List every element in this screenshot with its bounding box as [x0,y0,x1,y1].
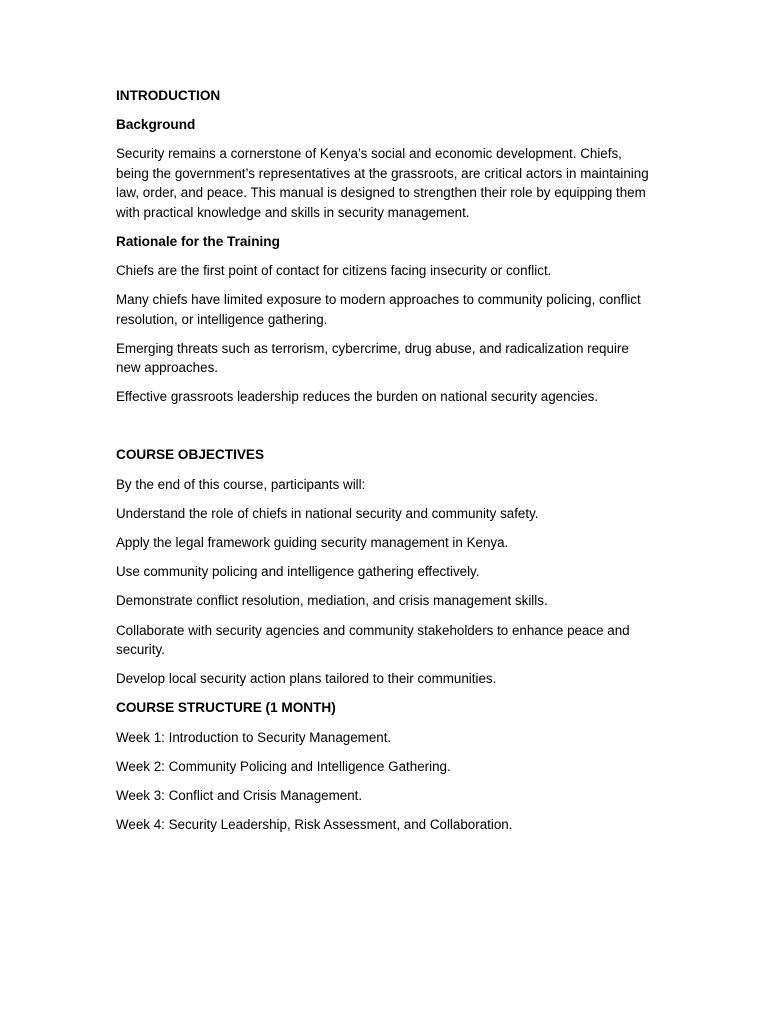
rationale-point: Emerging threats such as terrorism, cybercrime, drug abuse, and radicalization require new approaches. [116,340,629,376]
introduction-heading: INTRODUCTION [116,88,221,103]
objective-item: Develop local security action plans tailored to their communities. [116,671,497,687]
rationale-point: Effective grassroots leadership reduces the burden on national security agencies. [116,389,599,405]
document-page [116,86,656,835]
week-item: Week 2: Community Policing and Intelligence Gathering. [116,758,451,774]
objective-item: Understand the role of chiefs in national security and community safety. [116,505,539,521]
structure-heading: COURSE STRUCTURE (1 MONTH) [116,700,336,716]
week-item: Week 1: Introduction to Security Management. [116,729,392,745]
objective-item: Demonstrate conflict resolution, mediation, and crisis management skills. [116,593,548,609]
rationale-heading: Rationale for the Training [116,233,280,249]
background-heading: Background [116,117,196,133]
objectives-intro: By the end of this course, participants will: [116,476,366,492]
week-item: Week 3: Conflict and Crisis Management. [116,788,363,804]
background-paragraph: Security remains a cornerstone of Kenya’s social and economic development. Chiefs, being the government’s representatives at the grassroots, are critical actors in maintaining law, order, and peace. This manual is designed to strengthen their role by equipping them with practical knowledge and skills in security management. [116,146,649,220]
objective-item: Apply the legal framework guiding security management in Kenya. [116,535,509,551]
objective-item: Collaborate with security agencies and community stakeholders to enhance peace and security. [116,622,630,658]
rationale-point: Chiefs are the first point of contact for citizens facing insecurity or conflict. [116,263,552,279]
objective-item: Use community policing and intelligence gathering effectively. [116,564,480,580]
week-item: Week 4: Security Leadership, Risk Assessment, and Collaboration. [116,817,513,833]
rationale-point: Many chiefs have limited exposure to modern approaches to community policing, conflict resolution, or intelligence gathering. [116,292,641,327]
objectives-heading: COURSE OBJECTIVES [116,447,265,463]
